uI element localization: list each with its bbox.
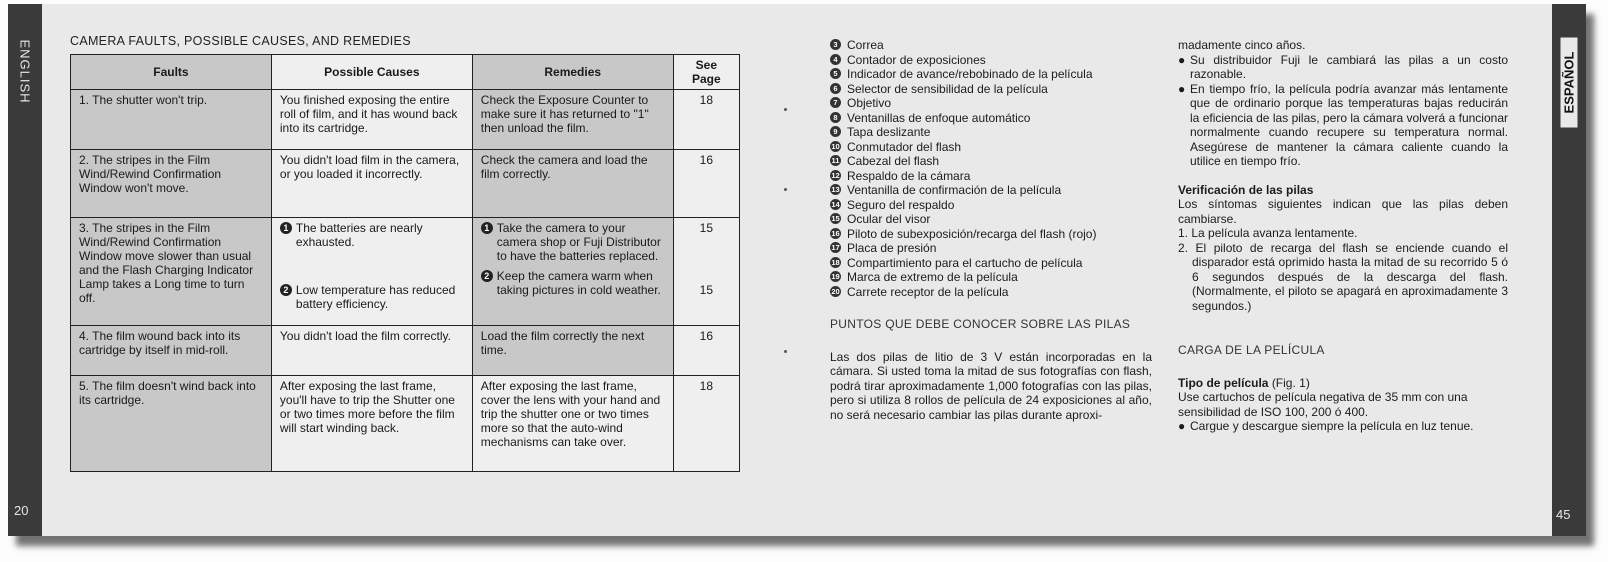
cause-item	[280, 283, 464, 311]
part-number-icon: 20	[831, 286, 840, 296]
number-badge-icon: 2	[481, 270, 493, 282]
list-item	[830, 270, 1152, 285]
list-item	[830, 198, 1152, 213]
list-item	[830, 183, 1152, 198]
cause-cell: You didn't load film in the camera, or you loaded it incorrectly.	[271, 150, 472, 218]
list-item	[830, 82, 1152, 97]
list-item	[830, 38, 1152, 53]
batteries-heading: PUNTOS QUE DEBE CONOCER SOBRE LAS PILAS	[830, 317, 1131, 331]
page-cell: 16	[673, 326, 739, 376]
header-faults: Faults	[71, 55, 272, 90]
remedy-text: Keep the camera warm when taking pictures in cold weather.	[496, 269, 661, 297]
list-item	[1178, 53, 1508, 82]
cause-item	[280, 221, 464, 249]
cause-text: The batteries are nearly exhausted.	[295, 221, 423, 249]
part-label: Tapa deslizante	[847, 125, 931, 139]
fault-cell: 2. The stripes in the Film Wind/Rewind Confirmation Window won't move.	[71, 150, 272, 218]
cause-cell	[271, 218, 472, 326]
cause-cell: After exposing the last frame, you'll have to trip the Shutter one or two times more before the film will start winding back.	[271, 376, 472, 472]
cause-cell: You finished exposing the entire roll of film, and it has wound back into its cartridge.	[271, 90, 472, 150]
parts-column	[830, 38, 1152, 422]
bullet-icon: ●	[1178, 419, 1186, 433]
list-item	[830, 227, 1152, 242]
page-cell: 16	[673, 150, 739, 218]
remedy-item	[481, 221, 665, 263]
bullet-icon: ●	[1178, 52, 1186, 67]
part-label: Objetivo	[847, 96, 892, 110]
part-label: Correa	[847, 38, 884, 52]
list-item	[830, 154, 1152, 169]
film-type-fig: (Fig. 1)	[1271, 375, 1310, 390]
remedy-cell: Load the film correctly the next time.	[472, 326, 673, 376]
table-row	[71, 376, 740, 472]
batteries-text: Las dos pilas de litio de 3 V están incorporadas en la cámara. Si usted toma la mitad de sus fotografías con flash, podrá tirar aproximadamente 1,000 fotografías con las pilas, pero si utiliza 8 rollos de película de 24 exposiciones al año, no será necesario cambiar las pilas durante aproxi-	[830, 349, 1152, 422]
part-number-icon: 11	[831, 156, 840, 165]
number-badge-icon: 1	[280, 222, 292, 234]
left-page-number: 20	[14, 503, 29, 518]
fault-cell: 1. The shutter won't trip.	[71, 90, 272, 150]
part-label: Compartimiento para el cartucho de película	[847, 255, 1083, 270]
list-item	[1178, 82, 1508, 169]
remedy-cell: Check the Exposure Counter to make sure it has returned to "1" then unload the film.	[472, 90, 673, 150]
part-number-icon: 8	[830, 112, 841, 123]
list-item	[830, 241, 1152, 256]
list-item: 1. La película avanza lentamente.	[1178, 226, 1358, 240]
part-label: Ocular del visor	[847, 212, 931, 226]
fault-cell: 3. The stripes in the Film Wind/Rewind Confirmation Window move slower than usual and the Flash Charging Indicator Lamp takes a Long time to turn off.	[71, 218, 272, 326]
cause-text: Low temperature has reduced battery efficiency.	[295, 283, 456, 311]
part-number-icon: 6	[830, 83, 841, 94]
manual-spread	[8, 4, 1586, 536]
table-row	[71, 150, 740, 218]
remedy-cell: Check the camera and load the film correctly.	[472, 150, 673, 218]
part-label: Selector de sensibilidad de la película	[847, 81, 1048, 96]
part-label: Respaldo de la cámara	[847, 168, 971, 183]
part-number-icon: 3	[830, 39, 841, 50]
part-number-icon: 14	[831, 199, 840, 209]
verification-heading: Verificación de las pilas	[1178, 182, 1314, 197]
part-number-icon: 19	[831, 272, 840, 281]
fault-cell: 5. The film doesn't wind back into its cartridge.	[71, 376, 272, 472]
list-item	[830, 67, 1152, 82]
list-item	[830, 256, 1152, 271]
part-label: Seguro del respaldo	[847, 197, 955, 212]
list-item	[830, 125, 1152, 140]
part-label: Indicador de avance/rebobinado de la película	[847, 67, 1093, 81]
part-number-icon: 7	[830, 97, 841, 108]
header-remedies: Remedies	[472, 55, 673, 90]
part-label: Marca de extremo de la película	[847, 270, 1018, 284]
list-item	[1178, 419, 1508, 434]
verification-intro: Los síntomas siguientes indican que las pilas deben cambiarse.	[1178, 197, 1508, 226]
part-number-icon: 5	[830, 68, 841, 79]
table-row	[71, 326, 740, 376]
film-type-text: Use cartuchos de película negativa de 35 mm con una sensibilidad de ISO 100, 200 ó 400.	[1178, 390, 1468, 419]
number-badge-icon: 2	[280, 284, 292, 296]
part-number-icon: 9	[830, 126, 841, 137]
page-value: 15	[699, 221, 714, 235]
list-item	[830, 140, 1152, 155]
faults-table	[70, 54, 740, 472]
part-label: Contador de exposiciones	[847, 52, 986, 67]
table-row	[71, 218, 740, 326]
part-label: Cabezal del flash	[847, 154, 940, 168]
continuation-text: madamente cinco años.	[1178, 38, 1306, 52]
part-number-icon: 13	[831, 185, 840, 194]
bullet-text: Su distribuidor Fuji le cambiará las pilas a un costo razonable.	[1190, 52, 1508, 81]
page-cell: 18	[673, 90, 739, 150]
film-type-line	[1178, 376, 1508, 391]
remedy-item	[481, 269, 665, 297]
part-number-icon: 4	[830, 54, 841, 65]
list-item	[830, 285, 1152, 300]
left-language-tab	[8, 4, 42, 536]
page-cell: 18	[673, 376, 739, 472]
bullet-icon: ●	[1178, 81, 1186, 96]
remedy-text: Take the camera to your camera shop or Fuji Distributor to have the batteries replaced.	[496, 221, 661, 263]
page-value: 15	[699, 283, 714, 297]
part-label: Ventanillas de enfoque automático	[847, 110, 1031, 125]
film-type-heading: Tipo de película	[1178, 375, 1269, 390]
bullet-text: En tiempo frío, la película podría avanzar más lentamente que de ordinario porque las temperaturas bajas reducirán la eficiencia de las pilas, pero la cámara volverá a funcionar normalmente cuando recupere su temperatura normal. Asegúrese de mantener la cámara caliente cuando la utilice en tiempo frío.	[1190, 81, 1508, 168]
list-item	[830, 169, 1152, 184]
remedy-cell: After exposing the last frame, cover the lens with your hand and trip the shutter one or two times more so that the auto-wind mechanisms can take over.	[472, 376, 673, 472]
part-label: Placa de presión	[847, 241, 937, 255]
part-number-icon: 18	[831, 257, 840, 267]
header-causes: Possible Causes	[271, 55, 472, 90]
table-header-row	[71, 55, 740, 90]
table-row	[71, 90, 740, 150]
header-see-page: See Page	[673, 55, 739, 90]
part-label: Conmutador del flash	[847, 139, 962, 154]
loading-heading: CARGA DE LA PELÍCULA	[1178, 343, 1325, 357]
part-number-icon: 12	[831, 170, 840, 180]
part-label: Ventanilla de confirmación de la película	[847, 183, 1062, 197]
right-language-label: ESPAÑOL	[1561, 38, 1578, 128]
list-item	[830, 212, 1152, 227]
part-number-icon: 10	[831, 141, 840, 151]
part-number-icon: 15	[831, 214, 840, 223]
remedy-cell	[472, 218, 673, 326]
page-cell	[673, 218, 739, 326]
part-label: Carrete receptor de la película	[847, 284, 1009, 299]
parts-list	[830, 38, 1152, 299]
list-item: 2. El piloto de recarga del flash se enciende cuando el disparador está oprimido hasta la mitad de su recorrido 5 ó 6 segundos después de la descarga del flash. (Normalmente, el piloto se apagará en aproximadamente 3 segundos.)	[1178, 240, 1508, 313]
cause-cell: You didn't load the film correctly.	[271, 326, 472, 376]
list-item	[830, 53, 1152, 68]
list-item	[830, 111, 1152, 126]
part-number-icon: 17	[831, 243, 840, 252]
part-label: Piloto de subexposición/recarga del flash (rojo)	[847, 226, 1097, 241]
right-language-tab	[1552, 4, 1586, 536]
bullet-text: Cargue y descargue siempre la película en luz tenue.	[1190, 419, 1474, 433]
fault-cell: 4. The film wound back into its cartridge by itself in mid-roll.	[71, 326, 272, 376]
list-item	[830, 96, 1152, 111]
left-language-label: ENGLISH	[17, 39, 33, 104]
section-title: CAMERA FAULTS, POSSIBLE CAUSES, AND REMEDIES	[70, 34, 411, 48]
number-badge-icon: 1	[481, 222, 493, 234]
right-page-number: 45	[1556, 507, 1571, 522]
part-number-icon: 16	[831, 228, 840, 238]
batteries-column	[1178, 38, 1508, 434]
